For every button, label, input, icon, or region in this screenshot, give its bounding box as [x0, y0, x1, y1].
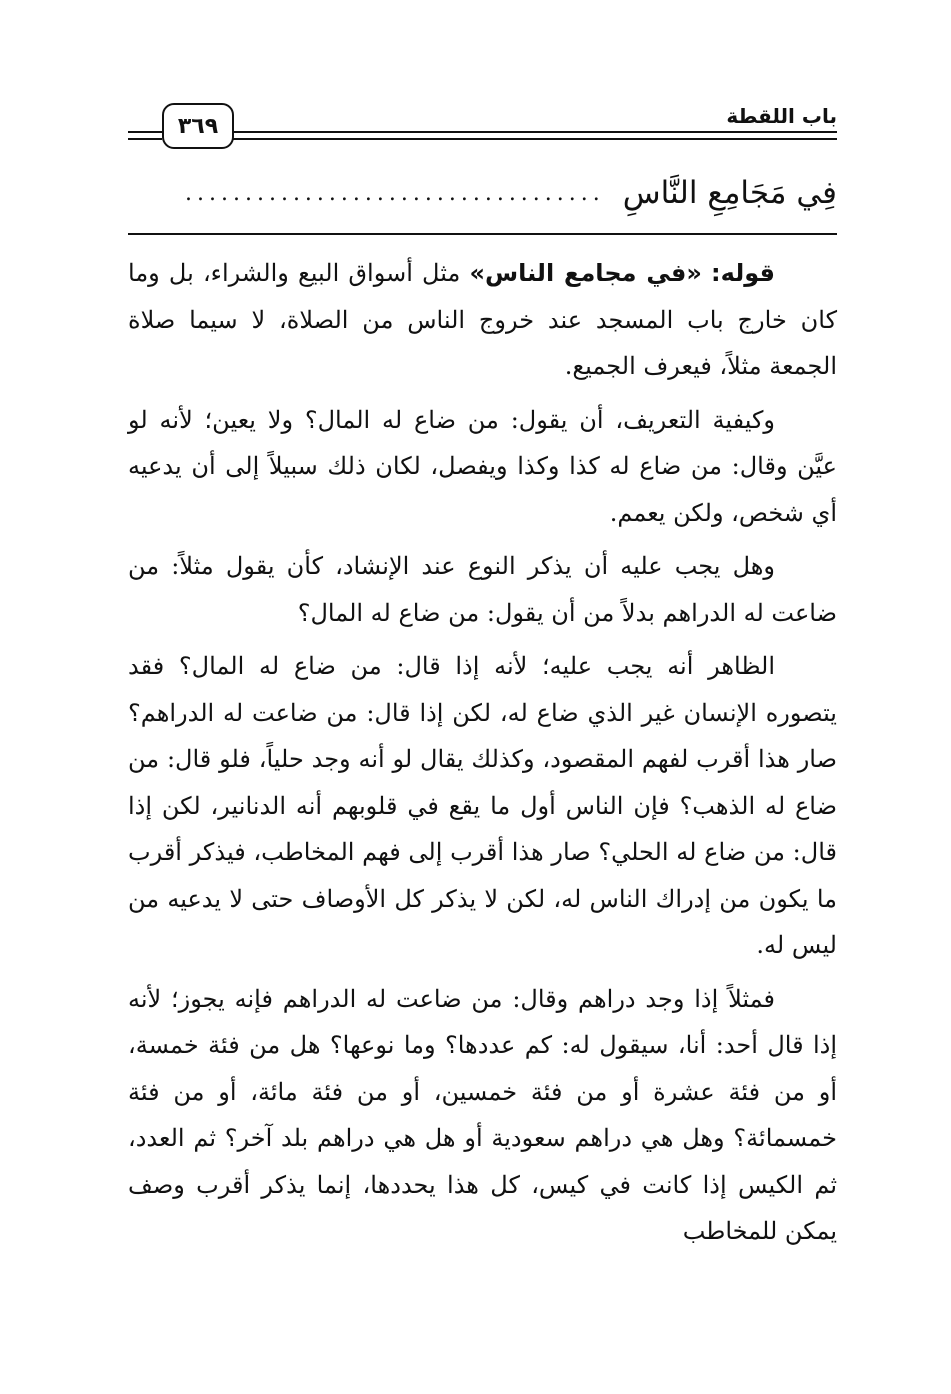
paragraph-1 — [128, 250, 837, 390]
matn-dots: ................................... — [185, 180, 605, 206]
matn-separator — [128, 233, 837, 235]
header-rule-right-bottom — [232, 138, 837, 140]
header-rule-left-bottom — [128, 138, 162, 140]
matn-quote: «في مجامع الناس» — [469, 259, 702, 287]
keyword-qawluhu: قوله: — [711, 259, 775, 287]
commentary-body — [128, 250, 837, 1262]
paragraph-1-text: مثل أسواق البيع والشراء، بل وما كان خارج باب المسجد عند خروج الناس من الصلاة، لا سيما صلاة الجمعة مثلاً، فيعرف الجميع. — [128, 259, 837, 380]
paragraph-2: وكيفية التعريف، أن يقول: من ضاع له المال؟ ولا يعين؛ لأنه لو عيَّن وقال: من ضاع له كذا وكذا ويفصل، لكان ذلك سبيلاً إلى أن يدعيه أي شخص، ولكن يعمم. — [128, 405, 837, 527]
paragraph-5: فمثلاً إذا وجد دراهم وقال: من ضاعت له الدراهم فإنه يجوز؛ لأنه إذا قال أحد: أنا، سيقول له: كم عددها؟ وما نوعها؟ هل من فئة خمسة، أو من فئة عشرة أو من فئة خمسين، أو من فئة مائة، أو من فئة خمسمائة؟ وهل هي دراهم سعودية أو هل هي دراهم بلد آخر؟ ثم العدد، ثم الكيس إذا كانت في كيس، كل هذا يحددها، إنما يذكر أقرب وصف يمكن للمخاطب — [128, 984, 837, 1245]
page-number-badge — [162, 103, 234, 149]
paragraph-3: وهل يجب عليه أن يذكر النوع عند الإنشاد، كأن يقول مثلاً: من ضاعت له الدراهم بدلاً من أن يقول: من ضاع له المال؟ — [128, 552, 837, 627]
matn-text: فِي مَجَامِعِ النَّاسِ — [622, 175, 837, 211]
chapter-title: باب اللقطة — [726, 104, 837, 128]
matn-line — [128, 168, 837, 218]
paragraph-4: الظاهر أنه يجب عليه؛ لأنه إذا قال: من ضاع له المال؟ فقد يتصوره الإنسان غير الذي ضاع له، لكن إذا قال: من ضاعت له الدراهم؟ صار هذا أقرب لفهم المقصود، وكذلك يقال لو أنه وجد حلياً، فلو قال: من ضاع له الذهب؟ فإن الناس أول ما يقع في قلوبهم أنه الدنانير، لكن إذا قال: من ضاع له الحلي؟ صار هذا أقرب إلى فهم المخاطب، فيذكر أقرب ما يكون من إدراك الناس له، لكن لا يذكر كل الأوصاف حتى لا يدعيه من ليس له. — [128, 652, 837, 959]
header-rule-left-top — [128, 131, 162, 133]
header-rule-right-top — [232, 131, 837, 133]
page-number: ٣٦٩ — [177, 113, 219, 139]
